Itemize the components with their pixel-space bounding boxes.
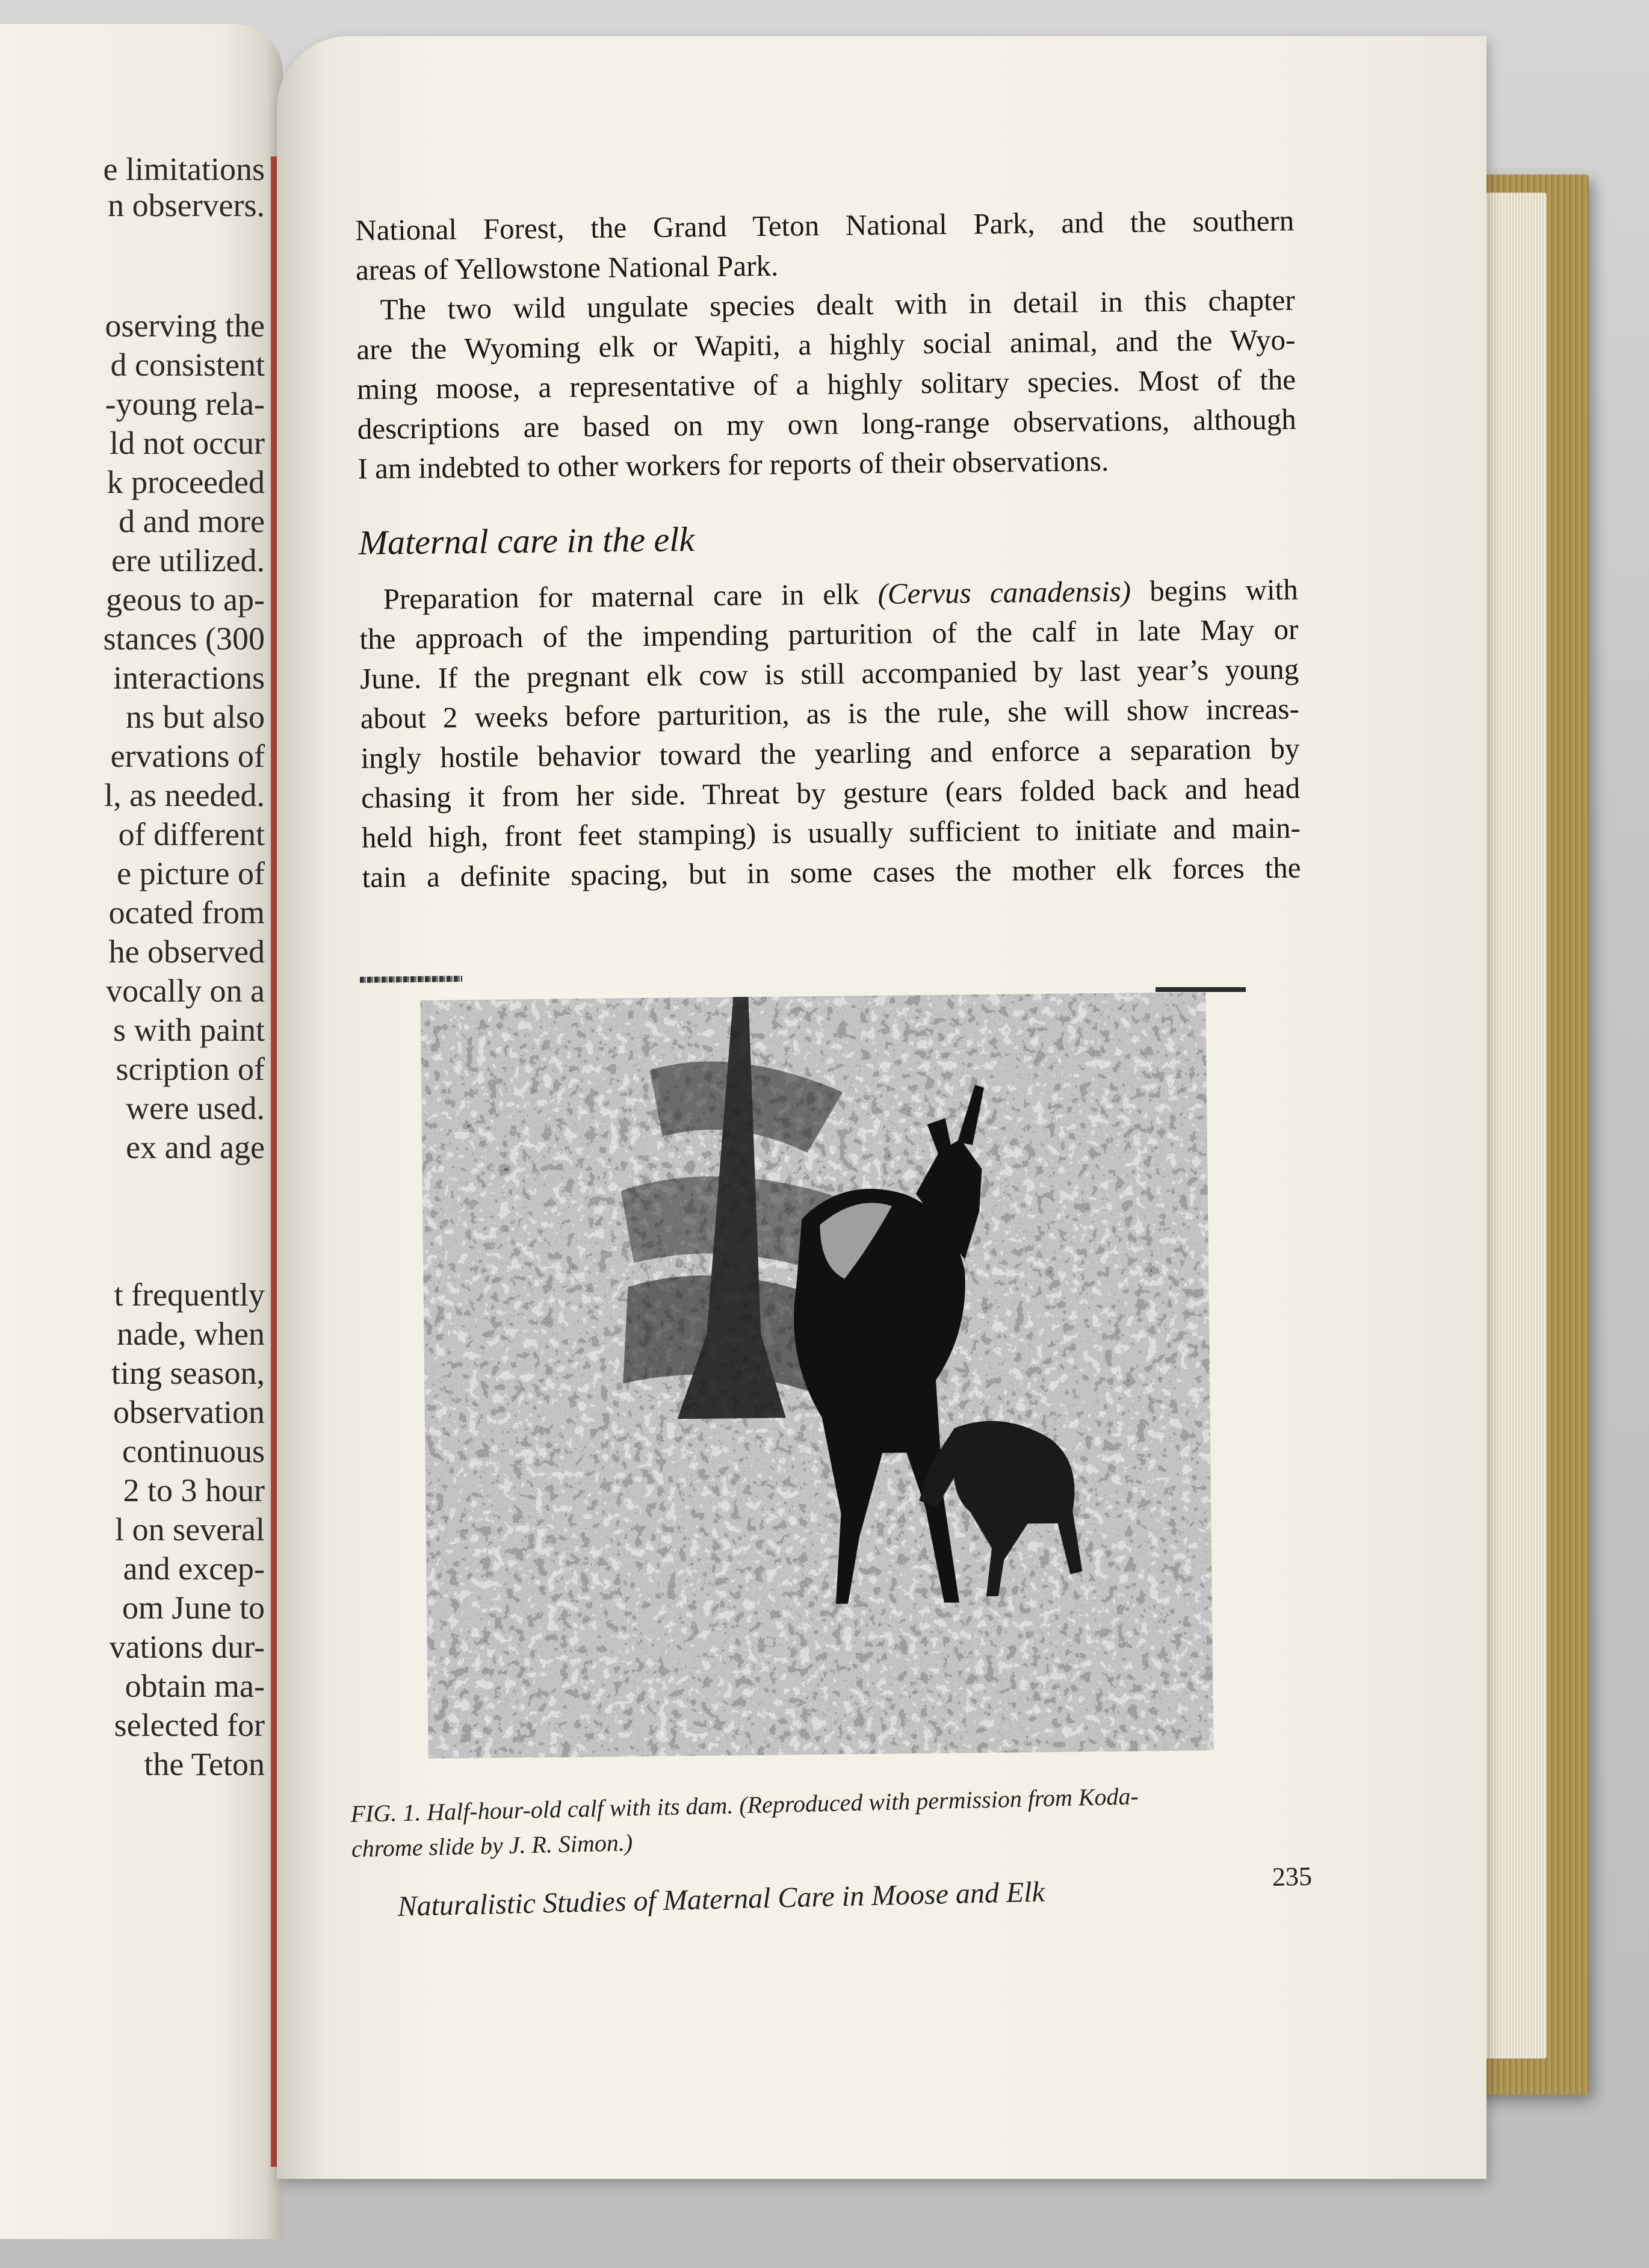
paragraph-text: Preparation for maternal care in elk xyxy=(383,577,878,616)
intro-line: National Forest, the Grand Teton National Park, and the southern xyxy=(355,203,1295,247)
left-page-line: ocated from xyxy=(108,894,265,931)
paragraph-line: tain a definite spacing, but in some cases the mother elk forces the xyxy=(362,850,1301,894)
left-page-line: ting season, xyxy=(111,1355,265,1391)
left-page-line: vations dur- xyxy=(109,1629,265,1665)
caption-line: FIG. 1. Half-hour-old calf with its dam. (Reproduced with permission from Koda- xyxy=(350,1782,1139,1827)
caption-line: chrome slide by J. R. Simon.) xyxy=(351,1829,633,1862)
left-page-line: k proceeded xyxy=(107,464,265,500)
figure-rule-left xyxy=(360,976,462,983)
left-page-line: observation xyxy=(113,1394,265,1430)
intro-line: ming moose, a representative of a highly solitary species. Most of the xyxy=(356,362,1296,406)
left-page-line: the Teton xyxy=(144,1746,265,1782)
running-footer xyxy=(397,1861,1313,1923)
left-page-line: t frequently xyxy=(114,1277,265,1313)
left-page-line: vocally on a xyxy=(106,973,265,1009)
left-page-line: ervations of xyxy=(110,738,265,774)
footer-title: Naturalistic Studies of Maternal Care in Moose and Elk xyxy=(397,1876,1045,1923)
left-page-line: nade, when xyxy=(117,1316,265,1352)
paragraph-line: June. If the pregnant elk cow is still accompanied by last year’s young xyxy=(359,652,1299,695)
intro-line: descriptions are based on my own long-range observations, although xyxy=(357,402,1296,445)
left-page-line: -young rela- xyxy=(105,386,265,422)
left-page-line: were used. xyxy=(126,1090,265,1126)
left-page xyxy=(0,24,283,2239)
left-page-line: ex and age xyxy=(126,1129,265,1165)
intro-line: areas of Yellowstone National Park. xyxy=(355,249,779,287)
left-page-line: oserving the xyxy=(105,308,265,344)
section-heading: Maternal care in the elk xyxy=(358,519,695,562)
elk-photograph xyxy=(420,992,1213,1759)
page-body-text xyxy=(355,201,1301,897)
species-name: (Cervus canadensis) xyxy=(877,574,1131,610)
figure-rule-right xyxy=(1156,987,1246,992)
paragraph-line: ingly hostile behavior toward the yearling and enforce a separation by xyxy=(360,731,1300,775)
paragraph-line: about 2 weeks before parturition, as is the rule, she will show increas- xyxy=(360,692,1300,735)
left-page-line: d and more xyxy=(119,503,265,539)
left-page-line: interactions xyxy=(113,660,265,696)
left-page-line: and excep- xyxy=(123,1551,265,1587)
left-page-line: continuous xyxy=(122,1433,265,1469)
left-page-line: d consistent xyxy=(110,347,265,383)
left-page-line: selected for xyxy=(114,1707,265,1743)
left-page-line: ns but also xyxy=(125,699,265,735)
paragraph-line: chasing it from her side. Threat by gesture (ears folded back and head xyxy=(360,771,1301,814)
paragraph-text: begins with xyxy=(1130,572,1298,608)
left-page-line: om June to xyxy=(122,1590,265,1626)
intro-line: I am indebted to other workers for reports of their observations. xyxy=(357,444,1109,485)
left-page-line: s with paint xyxy=(113,1012,265,1048)
left-page-line: he observed xyxy=(108,934,265,970)
left-page-line: ld not occur xyxy=(110,425,265,461)
intro-line: The two wild ungulate species dealt with in detail in this chapter xyxy=(380,283,1295,326)
left-page-line: e limitations xyxy=(103,151,265,187)
left-page-line: l on several xyxy=(115,1511,265,1548)
left-page-line: n observers. xyxy=(108,187,265,223)
left-page-line: of different xyxy=(118,816,265,852)
page-number: 235 xyxy=(1272,1861,1313,1892)
left-page-line: ere utilized. xyxy=(111,542,265,578)
left-page-line: geous to ap- xyxy=(106,581,265,618)
paragraph-line: the approach of the impending parturition of the calf in late May or xyxy=(359,612,1299,655)
intro-line: are the Wyoming elk or Wapiti, a highly social animal, and the Wyo- xyxy=(356,323,1296,366)
left-page-line: 2 to 3 hour xyxy=(123,1472,265,1508)
left-page-line: obtain ma- xyxy=(125,1668,265,1704)
right-page xyxy=(277,36,1487,2179)
left-page-line: scription of xyxy=(116,1051,265,1087)
left-page-line: stances (300 xyxy=(103,621,265,657)
left-page-line: e picture of xyxy=(117,855,265,891)
figure-caption xyxy=(350,1776,1290,1867)
paragraph-line: held high, front feet stamping) is usually sufficient to initiate and main- xyxy=(361,811,1301,854)
left-page-line: l, as needed. xyxy=(104,777,265,813)
